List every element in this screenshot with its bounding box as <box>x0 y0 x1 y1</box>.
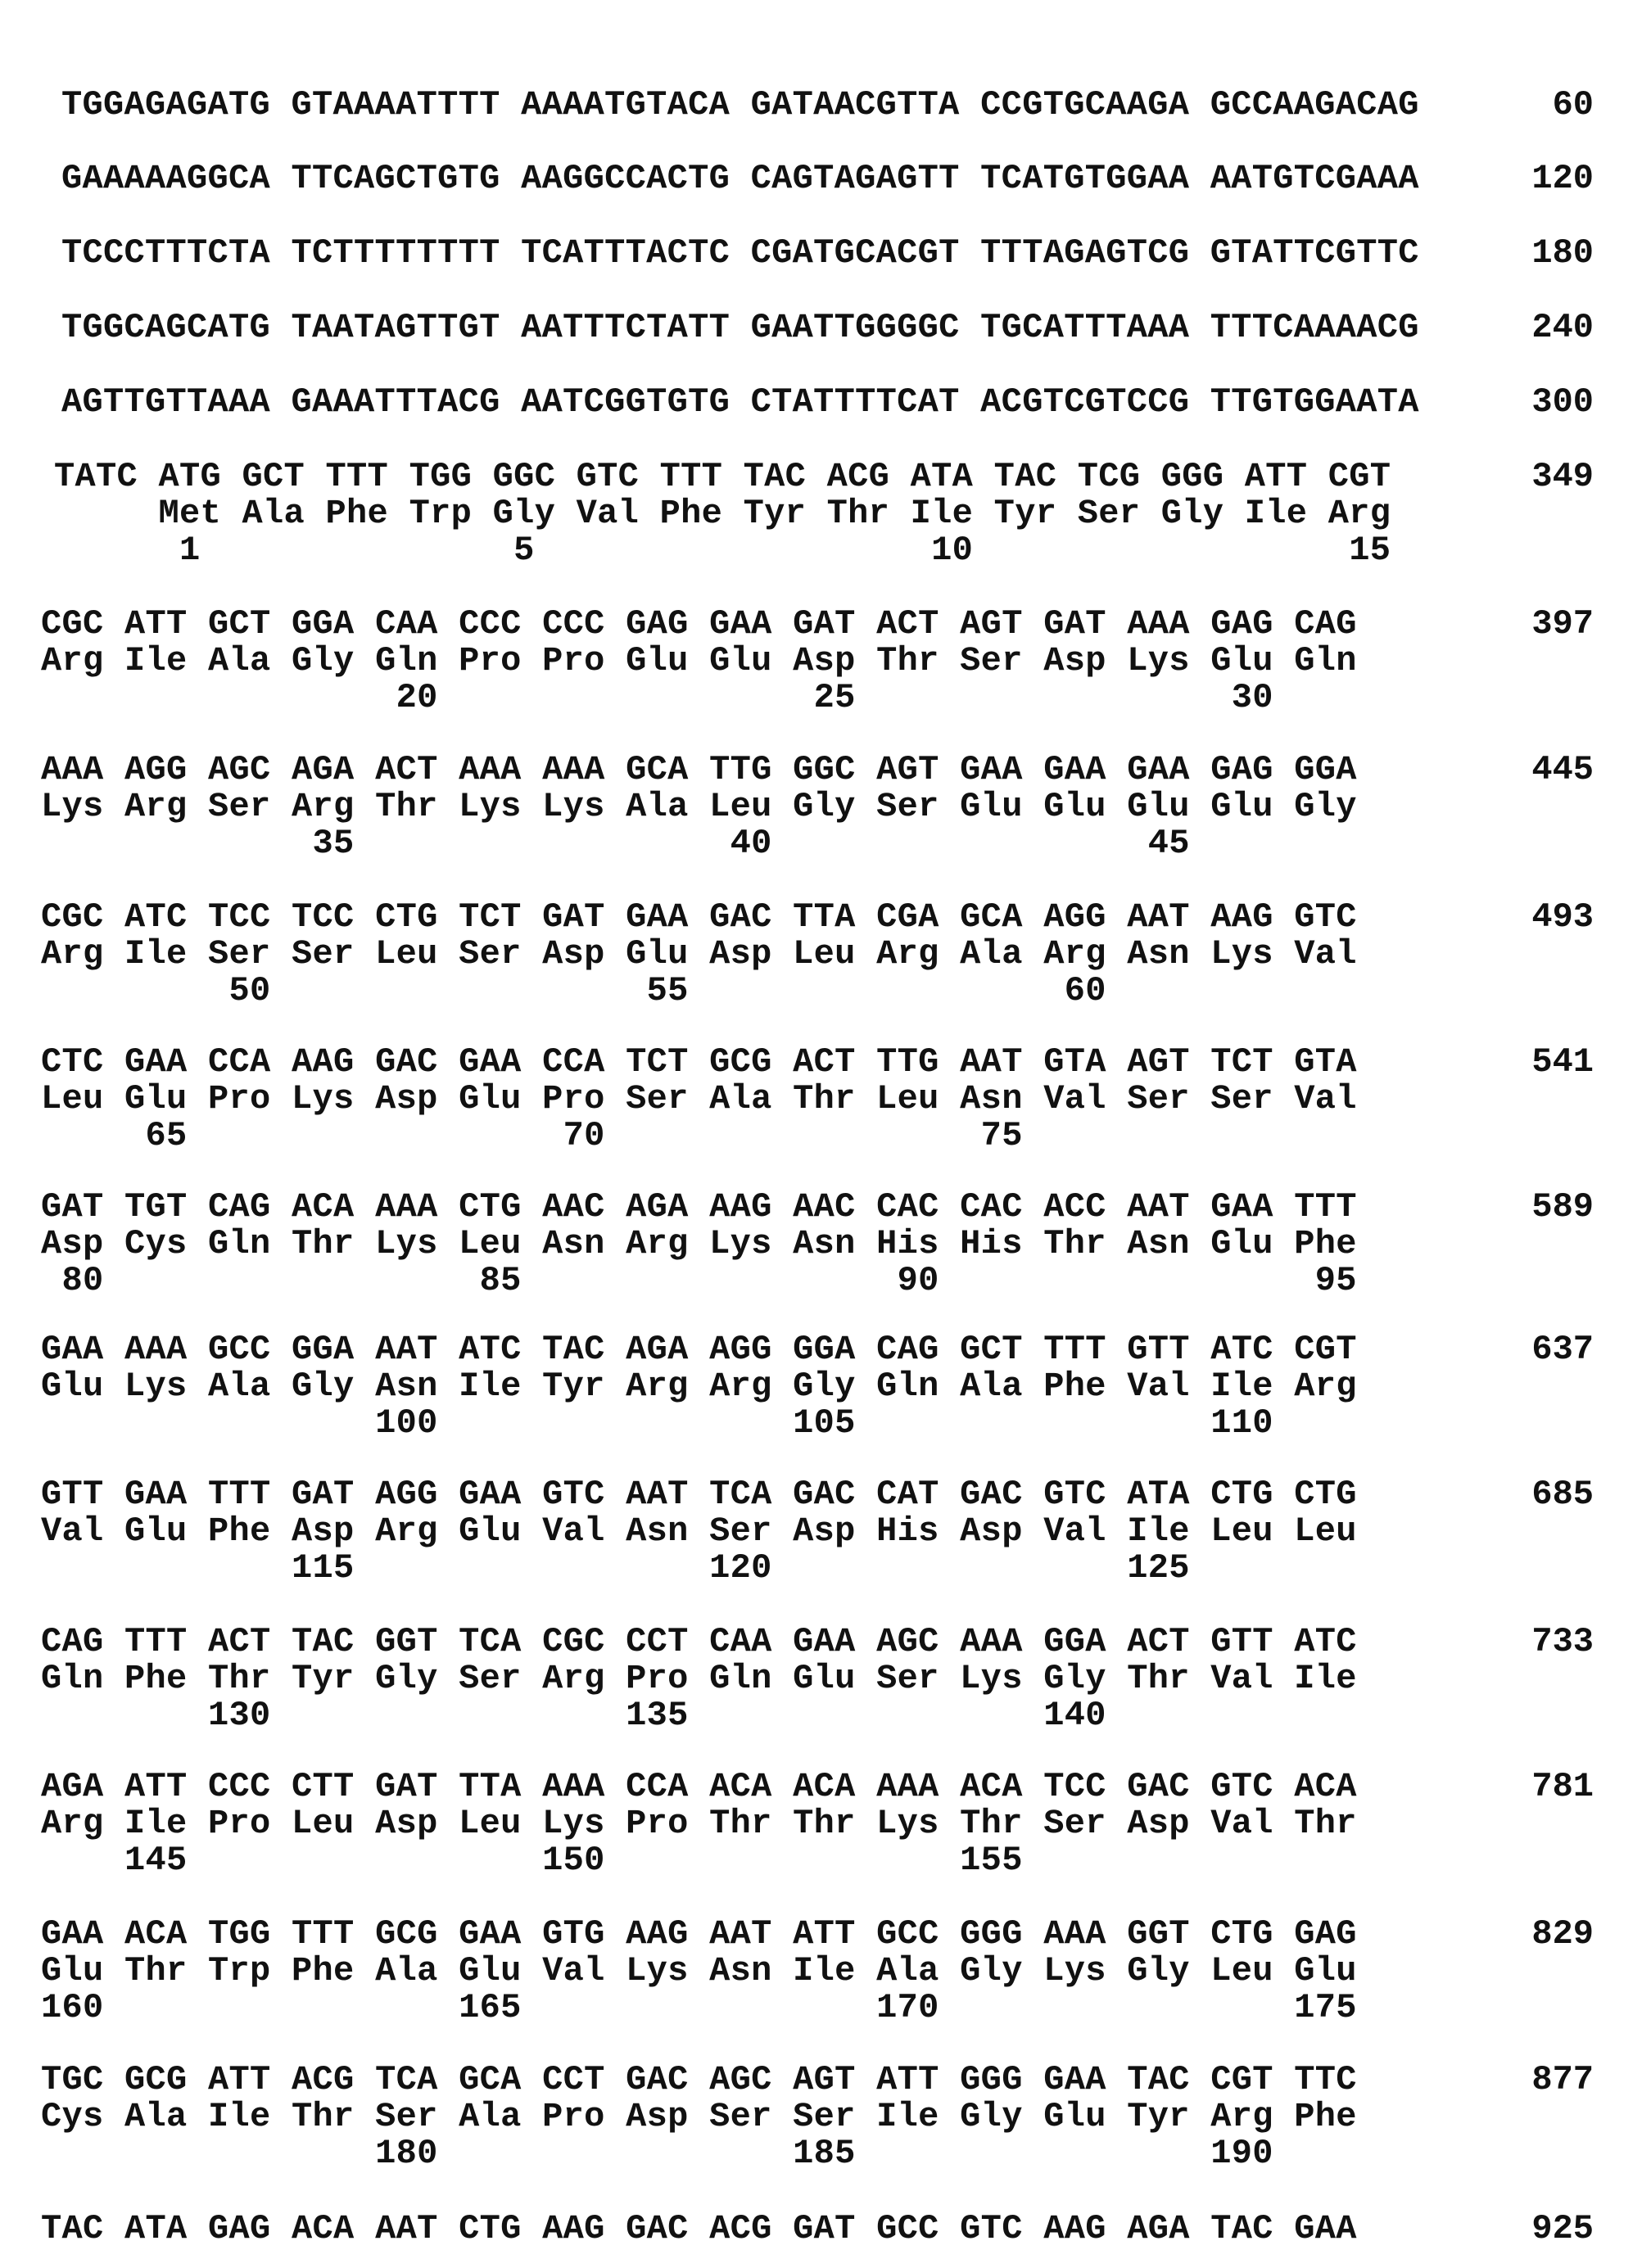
dna-codon-line: CGC ATC TCC TCC CTG TCT GAT GAA GAC TTA CGA GCA AGG AAT AAG GTC <box>41 899 1357 936</box>
position-number: 240 <box>1531 309 1594 346</box>
dna-codon-line: GTT GAA TTT GAT AGG GAA GTC AAT TCA GAC CAT GAC GTC ATA CTG CTG <box>41 1476 1357 1513</box>
position-number: 733 <box>1531 1624 1594 1660</box>
nucleotide-line: TGGAGAGATG GTAAAATTTT AAAATGTACA GATAACGTTA CCGTGCAAGA GCCAAGACAG <box>61 87 1419 124</box>
dna-codon-line: AAA AGG AGC AGA ACT AAA AAA GCA TTG GGC AGT GAA GAA GAA GAG GGA <box>41 752 1357 788</box>
amino-acid-line: Glu Thr Trp Phe Ala Glu Val Lys Asn Ile Ala Gly Lys Gly Leu Glu <box>41 1953 1357 1990</box>
dna-codon-line: TGC GCG ATT ACG TCA GCA CCT GAC AGC AGT ATT GGG GAA TAC CGT TTC <box>41 2062 1357 2099</box>
dna-codon-line: GAA ACA TGG TTT GCG GAA GTG AAG AAT ATT GCC GGG AAA GGT CTG GAG <box>41 1916 1357 1953</box>
residue-number-line: 100 105 110 <box>41 1405 1273 1442</box>
position-number: 781 <box>1531 1769 1594 1805</box>
position-number: 445 <box>1531 752 1594 788</box>
nucleotide-line: AGTTGTTAAA GAAATTTACG AATCGGTGTG CTATTTTCAT ACGTCGTCCG TTGTGGAATA <box>61 384 1419 421</box>
position-number: 349 <box>1531 459 1594 495</box>
amino-acid-line: Leu Glu Pro Lys Asp Glu Pro Ser Ala Thr Leu Asn Val Ser Ser Val <box>41 1081 1357 1118</box>
position-number: 541 <box>1531 1044 1594 1081</box>
dna-codon-line: TATC ATG GCT TTT TGG GGC GTC TTT TAC ACG ATA TAC TCG GGG ATT CGT <box>54 459 1391 495</box>
amino-acid-line: Lys Arg Ser Arg Thr Lys Lys Ala Leu Gly Ser Glu Glu Glu Glu Gly <box>41 788 1357 825</box>
position-number: 877 <box>1531 2062 1594 2099</box>
residue-number-line: 35 40 45 <box>41 825 1190 862</box>
amino-acid-line: Val Glu Phe Asp Arg Glu Val Asn Ser Asp His Asp Val Ile Leu Leu <box>41 1513 1357 1550</box>
residue-number-line: 20 25 30 <box>41 680 1273 716</box>
residue-number-line: 1 5 10 15 <box>54 532 1391 569</box>
position-number: 925 <box>1531 2211 1594 2248</box>
position-number: 180 <box>1531 235 1594 272</box>
amino-acid-line: Arg Ile Ser Ser Leu Ser Asp Glu Asp Leu Arg Ala Arg Asn Lys Val <box>41 936 1357 973</box>
residue-number-line: 180 185 190 <box>41 2135 1273 2172</box>
position-number: 397 <box>1531 606 1594 643</box>
dna-codon-line: GAA AAA GCC GGA AAT ATC TAC AGA AGG GGA CAG GCT TTT GTT ATC CGT <box>41 1331 1357 1368</box>
residue-number-line: 65 70 75 <box>41 1118 1023 1154</box>
position-number: 120 <box>1531 160 1594 197</box>
dna-codon-line: CGC ATT GCT GGA CAA CCC CCC GAG GAA GAT ACT AGT GAT AAA GAG CAG <box>41 606 1357 643</box>
residue-number-line: 160 165 170 175 <box>41 1990 1357 2026</box>
position-number: 300 <box>1531 384 1594 421</box>
nucleotide-line: TGGCAGCATG TAATAGTTGT AATTTCTATT GAATTGGGGC TGCATTTAAA TTTCAAAACG <box>61 309 1419 346</box>
residue-number-line: 145 150 155 <box>41 1842 1023 1879</box>
dna-codon-line: GAT TGT CAG ACA AAA CTG AAC AGA AAG AAC CAC CAC ACC AAT GAA TTT <box>41 1189 1357 1226</box>
residue-number-line: 80 85 90 95 <box>41 1263 1357 1299</box>
position-number: 637 <box>1531 1331 1594 1368</box>
position-number: 493 <box>1531 899 1594 936</box>
dna-codon-line: CAG TTT ACT TAC GGT TCA CGC CCT CAA GAA AGC AAA GGA ACT GTT ATC <box>41 1624 1357 1660</box>
position-number: 60 <box>1553 87 1594 124</box>
residue-number-line: 115 120 125 <box>41 1550 1190 1587</box>
amino-acid-line: Met Ala Phe Trp Gly Val Phe Tyr Thr Ile Tyr Ser Gly Ile Arg <box>54 495 1391 532</box>
amino-acid-line: Cys Ala Ile Thr Ser Ala Pro Asp Ser Ser Ile Gly Glu Tyr Arg Phe <box>41 2099 1357 2135</box>
dna-codon-line: CTC GAA CCA AAG GAC GAA CCA TCT GCG ACT TTG AAT GTA AGT TCT GTA <box>41 1044 1357 1081</box>
position-number: 589 <box>1531 1189 1594 1226</box>
dna-codon-line: TAC ATA GAG ACA AAT CTG AAG GAC ACG GAT GCC GTC AAG AGA TAC GAA <box>41 2211 1357 2248</box>
residue-number-line: 130 135 140 <box>41 1697 1106 1734</box>
dna-codon-line: AGA ATT CCC CTT GAT TTA AAA CCA ACA ACA AAA ACA TCC GAC GTC ACA <box>41 1769 1357 1805</box>
amino-acid-line: Asp Cys Gln Thr Lys Leu Asn Arg Lys Asn His His Thr Asn Glu Phe <box>41 1226 1357 1263</box>
nucleotide-line: TCCCTTTCTA TCTTTTTTTT TCATTTACTC CGATGCACGT TTTAGAGTCG GTATTCGTTC <box>61 235 1419 272</box>
amino-acid-line: Arg Ile Ala Gly Gln Pro Pro Glu Glu Asp Thr Ser Asp Lys Glu Gln <box>41 643 1357 680</box>
amino-acid-line: Arg Ile Pro Leu Asp Leu Lys Pro Thr Thr Lys Thr Ser Asp Val Thr <box>41 1805 1357 1842</box>
amino-acid-line: Glu Lys Ala Gly Asn Ile Tyr Arg Arg Gly Gln Ala Phe Val Ile Arg <box>41 1368 1357 1405</box>
nucleotide-line: GAAAAAGGCA TTCAGCTGTG AAGGCCACTG CAGTAGAGTT TCATGTGGAA AATGTCGAAA <box>61 160 1419 197</box>
residue-number-line: 50 55 60 <box>41 973 1106 1010</box>
position-number: 829 <box>1531 1916 1594 1953</box>
amino-acid-line: Gln Phe Thr Tyr Gly Ser Arg Pro Gln Glu Ser Lys Gly Thr Val Ile <box>41 1660 1357 1697</box>
position-number: 685 <box>1531 1476 1594 1513</box>
